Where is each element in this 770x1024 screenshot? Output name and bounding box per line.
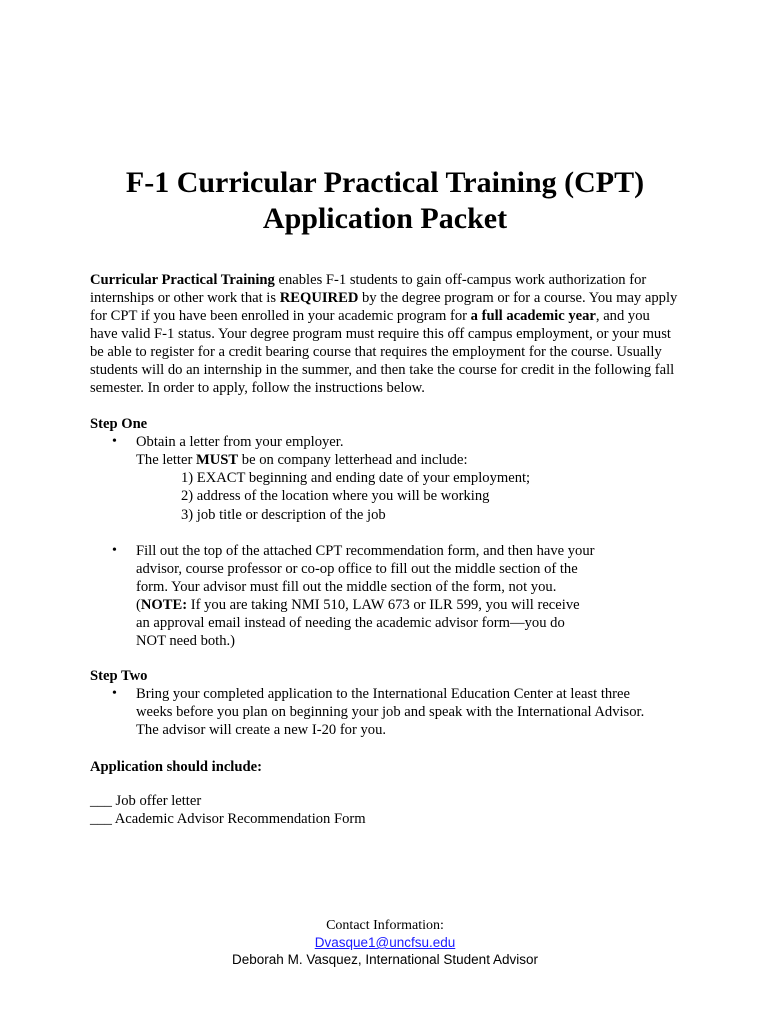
step-one-bullet-2-line-3: form. Your advisor must fill out the middle section of the form, not you. [136,579,557,595]
intro-paragraph [90,271,680,397]
bullet-icon: • [112,686,117,701]
step-two-heading: Step Two [90,668,148,684]
step-two-bullet-1-line-3: The advisor will create a new I-20 for you. [136,722,387,738]
step-two-bullet-1 [136,685,696,739]
intro-text-3: , and you have valid F-1 status. Your degree program must require this off campus employment, or your must be able to register for a credit bearing course that requires the employment for the course. Usually students will do an internship in the summer, and then take the course for credit in the following fall semester. In order to apply, follow the instructions below. [90,308,675,396]
letter-must-post: be on company letterhead and include: [238,452,468,468]
step-one-bullet-2-line-1: Fill out the top of the attached CPT recommendation form, and then have your [136,543,595,559]
step-one-bullet-2-line-6: NOT need both.) [136,633,236,649]
letter-must-bold: MUST [195,452,239,468]
step-one-bullet-2-line-2: advisor, course professor or co-op office to fill out the middle section of the [136,561,578,577]
note-text: If you are taking NMI 510, LAW 673 or ILR 599, you will receive [187,597,580,613]
application-heading: Application should include: [90,759,262,775]
step-one-bullet-2-line-5: an approval email instead of needing the academic advisor form—you do [136,615,565,631]
step-one-bullet-1-line-2 [136,451,696,469]
step-one-heading: Step One [90,416,148,432]
step-one-bullet-1 [136,433,696,469]
step-one-bullet-2 [136,542,696,650]
intro-bold-required: REQUIRED [279,290,359,306]
title-line-1: F-1 Curricular Practical Training (CPT) [125,166,645,199]
letter-item-1: 1) EXACT beginning and ending date of your employment; [181,470,531,486]
step-two-bullet-1-line-2: weeks before you plan on beginning your job and speak with the International Advisor. [136,704,645,720]
letter-item-3: 3) job title or description of the job [181,507,386,523]
step-two-bullet-1-line-1: Bring your completed application to the International Education Center at least three [136,686,630,702]
advisor-name: Deborah M. Vasquez, International Student Advisor [232,952,538,967]
contact-footer [0,917,770,968]
letter-item-2: 2) address of the location where you will be working [181,488,490,504]
note-label: NOTE: [140,597,188,613]
checklist-item-job-offer: ___ Job offer letter [90,793,202,809]
document-title [0,165,770,237]
intro-bold-year: a full academic year [470,308,596,324]
intro-text-2: by the degree program or for a course. You may apply for CPT if you have been enrolled in your academic program for [90,290,678,324]
contact-label: Contact Information: [326,918,444,933]
letter-must-pre: The letter [136,452,196,468]
bullet-icon: • [112,543,117,558]
step-one-bullet-1-line-1: Obtain a letter from your employer. [136,434,344,450]
checklist-item-advisor-form: ___ Academic Advisor Recommendation Form [90,811,366,827]
email-link[interactable]: Dvasque1@uncfsu.edu [314,935,456,950]
intro-text-1: enables F-1 students to gain off-campus work authorization for internships or other work that is [90,272,647,306]
step-one-bullet-2-line-4 [136,596,696,614]
bullet-icon: • [112,434,117,449]
intro-bold-lead: Curricular Practical Training [90,272,275,288]
note-open-paren: ( [136,597,141,613]
title-line-2: Application Packet [262,202,508,235]
